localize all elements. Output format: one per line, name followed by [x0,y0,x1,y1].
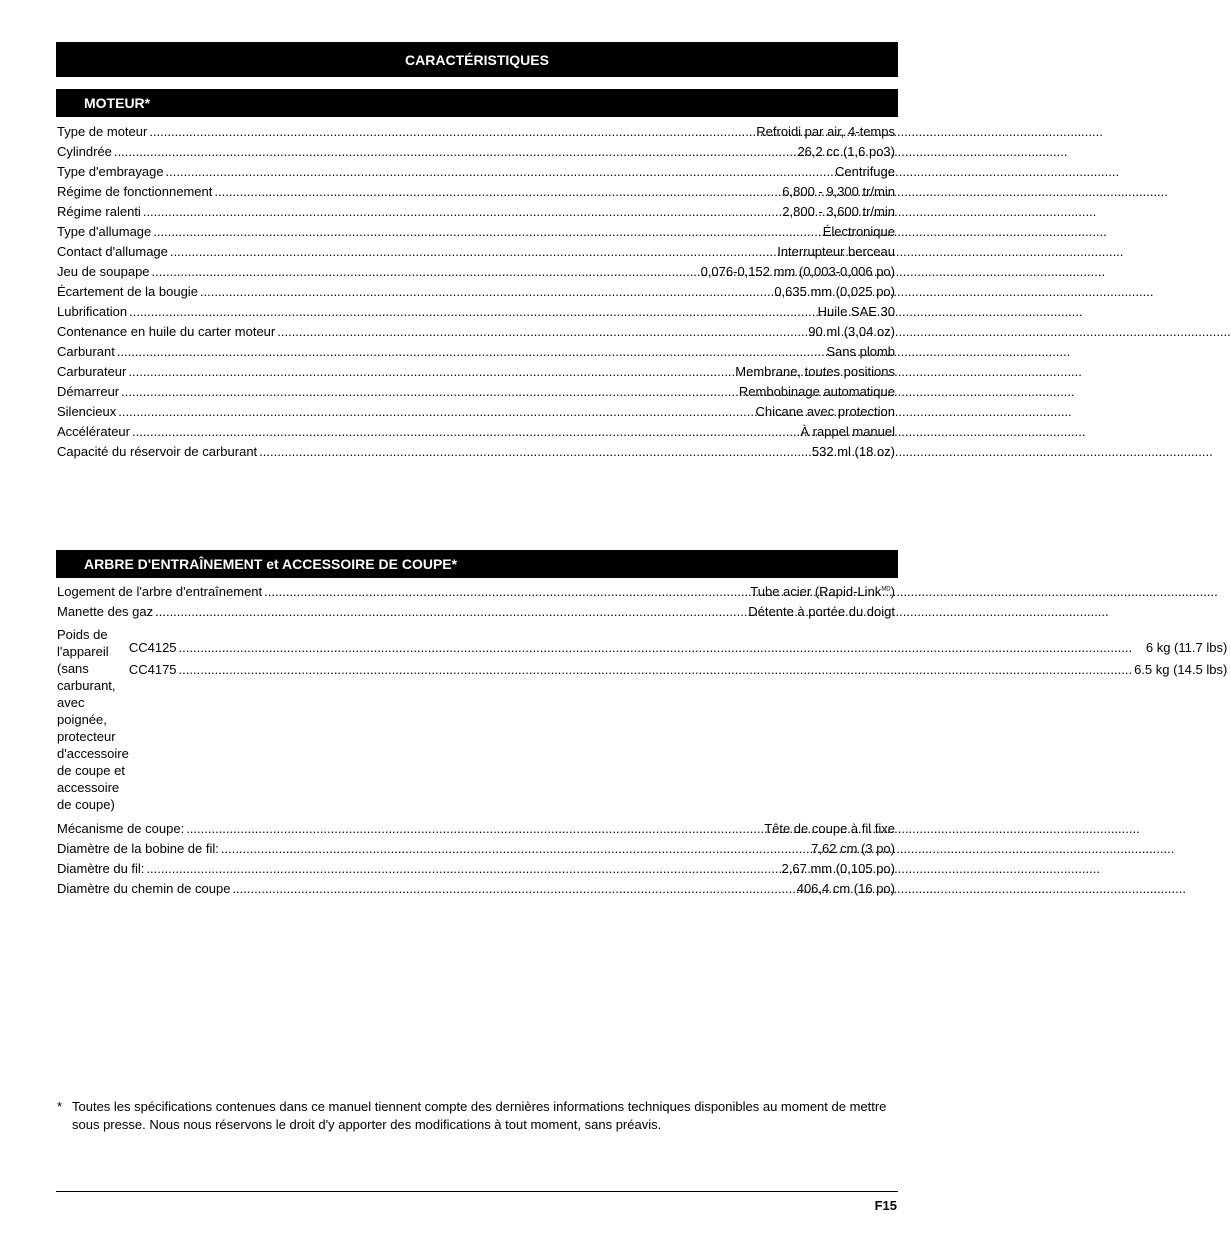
leader-dots [129,302,816,322]
leader-dots [146,859,779,879]
spec-label: Mécanisme de coupe: [57,821,185,836]
leader-dots [117,342,825,362]
spec-label: Accélérateur [57,424,130,439]
shaft-section-title: ARBRE D'ENTRAÎNEMENT et ACCESSOIRE DE COUPE* [84,556,458,572]
spec-row [57,322,895,342]
spec-value: 0,076-0,152 mm (0,003-0,006 po) [700,264,895,279]
spec-row [57,162,895,182]
spec-row [57,442,895,462]
spec-value: 7,62 cm (3 po) [811,841,895,856]
spec-value: Tête de coupe à fil fixe [764,821,895,836]
spec-value: 6,800 - 9,300 tr/min [782,184,895,199]
leader-dots [121,382,737,402]
spec-row [57,242,895,262]
leader-dots [155,602,746,622]
trademark-superscript: MD [881,586,891,593]
page-number: F15 [874,1198,897,1213]
spec-row [57,342,895,362]
leader-dots [152,262,699,282]
spec-row [57,182,895,202]
engine-section-header [56,89,898,117]
model-weight: 6 kg (11.7 lbs) [1145,640,1228,655]
leader-dots [200,282,772,302]
page-title: CARACTÉRISTIQUES [405,52,549,68]
footnote-text: Toutes les spécifications contenues dans ce manuel tiennent compte des dernières informations techniques disponibles au moment de mettre sous presse. Nous nous réservons le droit d'y apporter des modifications à tout moment, sans préavis. [72,1099,887,1132]
spec-value: 532 ml (18 oz) [811,444,895,459]
spec-row [57,859,895,879]
leader-dots [149,122,754,142]
spec-value: Détente à portée du doigt [748,604,895,619]
leader-dots [221,839,809,859]
leader-dots [259,442,810,462]
model-name: CC4125 [128,640,177,655]
spec-row [57,362,895,382]
leader-dots [114,142,796,162]
spec-value: Sans plomb [826,344,895,359]
engine-section-title: MOTEUR* [84,95,151,111]
spec-value: Rembobinage automatique [738,384,895,399]
spec-row [57,602,895,622]
weight-label: Poids de l'appareil (sans carburant, avec poignée, protecteur d'accessoire de coupe et accessoire de coupe) [57,627,129,812]
leader-dots [214,182,780,202]
spec-row [57,819,895,839]
footnote [57,1098,897,1133]
spec-value: 90 ml (3,04 oz) [808,324,895,339]
spec-row [57,582,895,602]
spec-label: Cylindrée [57,144,112,159]
model-weight: 6.5 kg (14.5 lbs) [1134,662,1228,677]
spec-value: 2,800 - 3,600 tr/min [782,204,895,219]
spec-row [57,202,895,222]
spec-value: Refroidi par air, 4-temps [756,124,895,139]
spec-value: 2,67 mm (0,105 po) [781,861,895,876]
spec-row [57,839,895,859]
spec-label: Régime de fonctionnement [57,184,213,199]
spec-row [57,222,895,242]
spec-label: Type d'embrayage [57,164,164,179]
spec-row [57,879,895,899]
leader-dots [153,222,820,242]
leader-dots [186,819,762,839]
spec-label: Capacité du réservoir de carburant [57,444,258,459]
spec-value: Électronique [822,224,895,239]
spec-label: Logement de l'arbre d'entraînement [57,584,263,599]
spec-label: Type d'allumage [57,224,152,239]
spec-value: À rappel manuel [800,424,895,439]
spec-value: 26,2 cc (1,6 po3) [797,144,895,159]
spec-label: Démarreur [57,384,120,399]
spec-label: Jeu de soupape [57,264,150,279]
leader-dots [170,242,775,262]
shaft-section-header [56,550,898,578]
spec-value: Interrupteur berceau [777,244,895,259]
spec-value: Centrifuge [835,164,895,179]
spec-label: Contact d'allumage [57,244,168,259]
spec-row [57,122,895,142]
leader-dots [232,879,794,899]
spec-label: Carburant [57,344,115,359]
footnote-marker: * [57,1099,63,1114]
spec-row [57,142,895,162]
shaft-spec-list [57,582,1228,899]
weight-spec [57,626,1228,813]
spec-label: Lubrification [57,304,128,319]
leader-dots [277,322,806,342]
footer-divider [56,1191,898,1192]
weight-models [129,626,1227,813]
spec-row [57,302,895,322]
spec-label: Contenance en huile du carter moteur [57,324,276,339]
engine-spec-list [57,122,895,462]
spec-label: Type de moteur [57,124,148,139]
spec-label: Diamètre du chemin de coupe [57,881,231,896]
spec-value: Tube acier (Rapid-Link$^{MD}$) [750,584,895,599]
spec-label: Écartement de la bougie [57,284,198,299]
leader-dots [264,582,748,602]
leader-dots [166,162,833,182]
page-title-bar [56,42,898,77]
leader-dots [118,402,753,422]
spec-value: Huile SAE 30 [817,304,895,319]
spec-row [57,422,895,442]
model-name: CC4175 [128,662,177,677]
leader-dots [132,422,798,442]
weight-model-row [129,659,1227,681]
spec-label: Diamètre du fil: [57,861,145,876]
spec-label: Carburateur [57,364,127,379]
leader-dots [179,659,1133,681]
spec-label: Silencieux [57,404,117,419]
spec-label: Diamètre de la bobine de fil: [57,841,219,856]
leader-dots [128,362,733,382]
spec-row [57,402,895,422]
spec-value: 0,635 mm (0,025 po) [774,284,895,299]
spec-row [57,382,895,402]
spec-label: Régime ralenti [57,204,141,219]
spec-label: Manette des gaz [57,604,154,619]
spec-row [57,262,895,282]
spec-row [57,282,895,302]
spec-value: Chicane avec protection [755,404,895,419]
leader-dots [179,637,1144,659]
spec-value: Membrane, toutes positions [735,364,895,379]
weight-model-row [129,637,1227,659]
leader-dots [143,202,780,222]
spec-value: 406,4 cm (16 po) [796,881,895,896]
